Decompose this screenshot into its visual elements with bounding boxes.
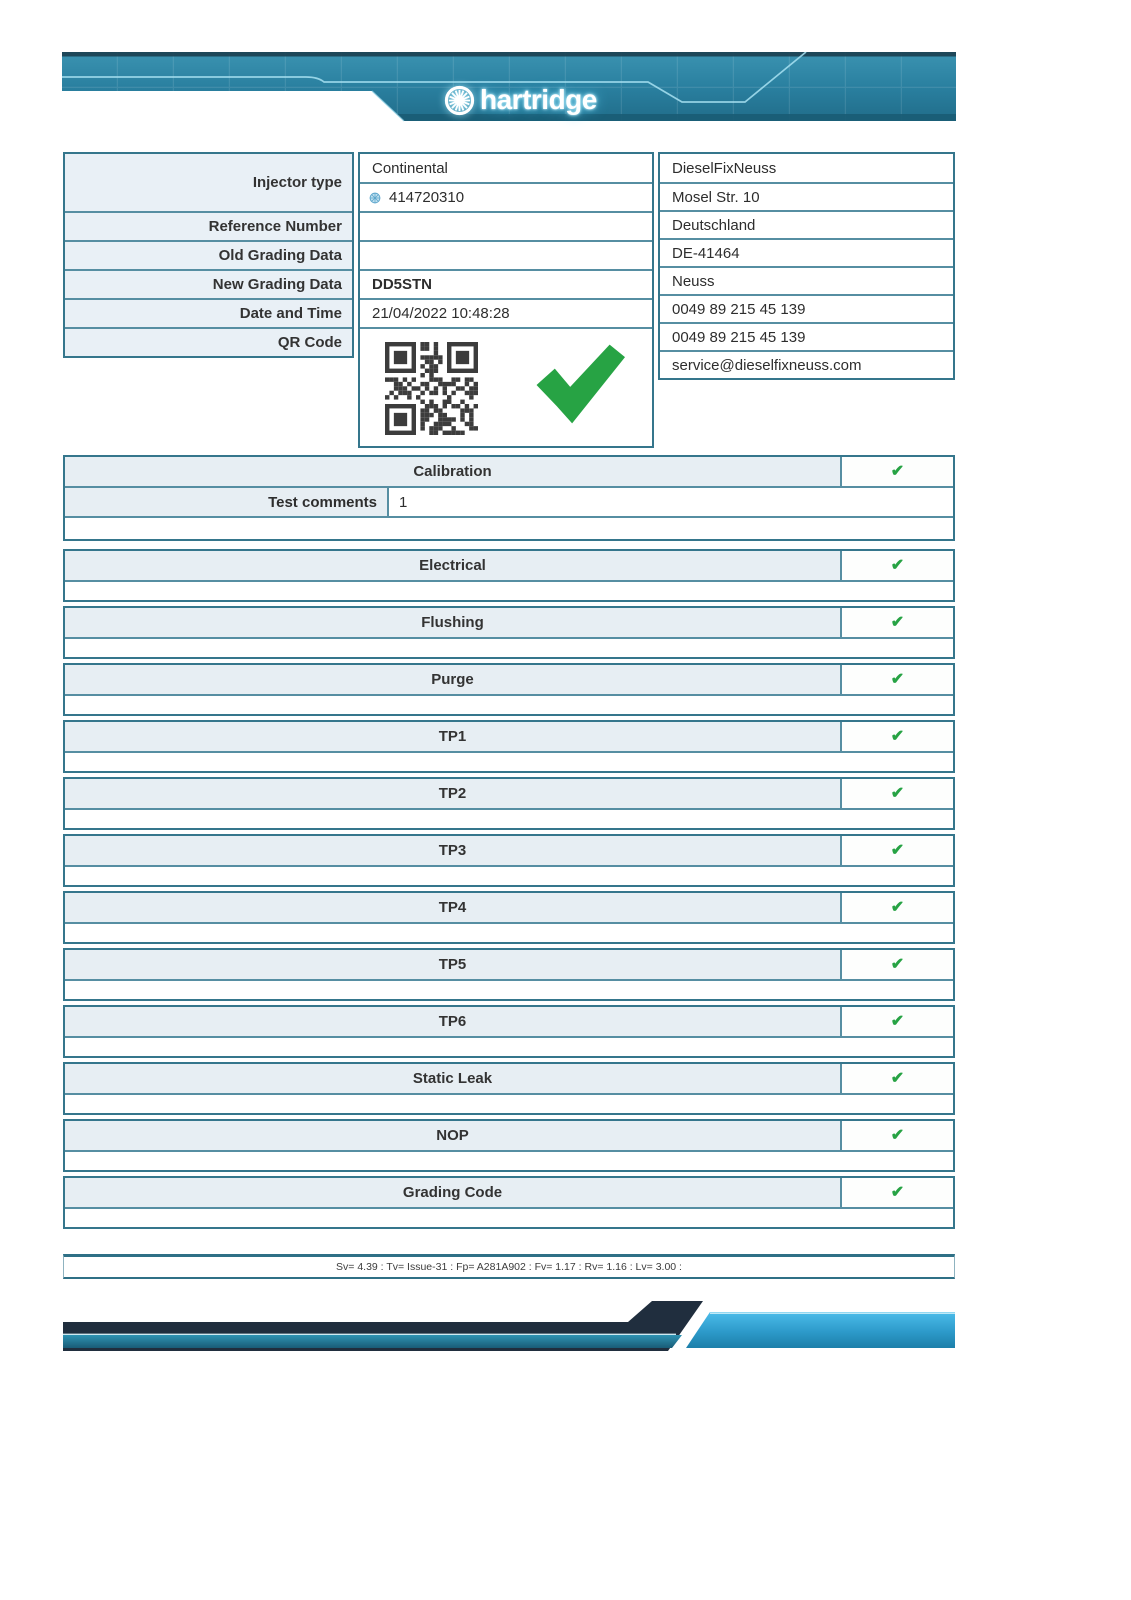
test-section-status-cell: [840, 722, 953, 751]
contact-row: [660, 182, 953, 210]
test-section-block: [63, 948, 955, 1001]
test-section-title: Purge: [65, 665, 840, 694]
spacer-row: [65, 516, 953, 539]
datetime-value: 21/04/2022 10:48:28: [360, 298, 652, 327]
contact-row: [660, 322, 953, 350]
spacer-row: [65, 979, 953, 999]
version-footer-bar: [63, 1254, 955, 1279]
spacer-row: [65, 1207, 953, 1227]
contact-row: [660, 294, 953, 322]
test-section-header: [65, 722, 953, 751]
test-section-header: [65, 1121, 953, 1150]
spacer-row: [65, 808, 953, 828]
spacer-row: [65, 694, 953, 714]
test-section-title: TP1: [65, 722, 840, 751]
test-results: [63, 455, 955, 1233]
test-section-title: TP4: [65, 893, 840, 922]
injector-serial-value: 414720310: [389, 189, 465, 206]
test-section-status-cell: [840, 779, 953, 808]
contact-row: [660, 238, 953, 266]
check-icon: ✔: [890, 784, 905, 802]
check-icon: ✔: [890, 1126, 905, 1144]
bottom-blue-bar: [686, 1312, 955, 1348]
test-section-header: [65, 665, 953, 694]
contact-text: service@dieselfixneuss.com: [672, 356, 862, 374]
test-section-status-cell: [840, 551, 953, 580]
bottom-teal-strip: [63, 1335, 682, 1348]
calibration-header: [65, 457, 953, 486]
check-icon: ✔: [890, 670, 905, 688]
test-section-header: [65, 551, 953, 580]
test-section-title: Static Leak: [65, 1064, 840, 1093]
qr-code-image: [385, 342, 478, 435]
spacer-row: [65, 1150, 953, 1170]
spacer-row: [65, 922, 953, 942]
spacer-row: [65, 751, 953, 771]
reference-number-value: [360, 211, 652, 240]
new-grading-data-label: New Grading Data: [65, 269, 352, 298]
qr-code-label: QR Code: [65, 327, 352, 356]
check-icon: ✔: [890, 462, 905, 480]
date-and-time-label: Date and Time: [65, 298, 352, 327]
check-icon: ✔: [890, 613, 905, 631]
contact-text: Deutschland: [672, 216, 756, 234]
contact-row: [660, 210, 953, 238]
test-section-block: [63, 663, 955, 716]
test-section-status-cell: [840, 836, 953, 865]
test-section-title: Electrical: [65, 551, 840, 580]
test-section-block: [63, 891, 955, 944]
test-section-status-cell: [840, 665, 953, 694]
injector-serial-row: [360, 182, 652, 211]
test-comments-value: 1: [387, 488, 953, 516]
test-section-title: Grading Code: [65, 1178, 840, 1207]
injector-type-label: Injector type: [65, 154, 352, 211]
test-comments-label: Test comments: [65, 488, 387, 516]
contact-text: Neuss: [672, 272, 715, 290]
test-section-status-cell: [840, 1178, 953, 1207]
check-icon: ✔: [890, 1069, 905, 1087]
bottom-banner: [62, 1298, 956, 1356]
test-section-block: [63, 1062, 955, 1115]
check-icon: ✔: [890, 1183, 905, 1201]
test-section-block: [63, 777, 955, 830]
test-section-block: [63, 606, 955, 659]
calibration-block: [63, 455, 955, 541]
test-section-title: Flushing: [65, 608, 840, 637]
contact-text: DieselFixNeuss: [672, 159, 777, 177]
test-section-title: TP5: [65, 950, 840, 979]
spacer-row: [65, 1036, 953, 1056]
check-icon: ✔: [890, 955, 905, 973]
test-comments-row: [65, 486, 953, 516]
test-section-header: [65, 893, 953, 922]
old-grading-data-label: Old Grading Data: [65, 240, 352, 269]
test-section-header: [65, 1007, 953, 1036]
contact-column: [658, 152, 955, 380]
test-section-header: [65, 1178, 953, 1207]
pass-check-icon: [525, 344, 625, 424]
spacer-row: [65, 637, 953, 657]
test-section-block: [63, 834, 955, 887]
test-section-block: [63, 1176, 955, 1229]
contact-text: 0049 89 215 45 139: [672, 328, 806, 346]
brand-name: hartridge: [480, 84, 597, 115]
version-line: Sv= 4.39 : Tv= Issue-31 : Fp= A281A902 : Fv= 1.17 : Rv= 1.16 : Lv= 3.00 :: [336, 1261, 682, 1273]
reference-number-label: Reference Number: [65, 211, 352, 240]
test-section-block: [63, 1119, 955, 1172]
spacer-row: [65, 580, 953, 600]
wheel-icon-blue: [369, 192, 381, 204]
test-section-status-cell: [840, 950, 953, 979]
test-section-header: [65, 1064, 953, 1093]
test-section-header: [65, 608, 953, 637]
test-section-status-cell: [840, 1121, 953, 1150]
contact-text: DE-41464: [672, 244, 740, 262]
test-section-title: NOP: [65, 1121, 840, 1150]
check-icon: ✔: [890, 898, 905, 916]
contact-row: [660, 154, 953, 182]
spacer-row: [65, 1093, 953, 1113]
test-section-block: [63, 549, 955, 602]
calibration-title: Calibration: [65, 457, 840, 486]
contact-text: 0049 89 215 45 139: [672, 300, 806, 318]
test-section-status-cell: [840, 1007, 953, 1036]
contact-row: [660, 266, 953, 294]
old-grading-value: [360, 240, 652, 269]
contact-row: [660, 350, 953, 378]
test-section-header: [65, 950, 953, 979]
new-grading-value: DD5STN: [360, 269, 652, 298]
contact-text: Mosel Str. 10: [672, 188, 760, 206]
injector-make-value: Continental: [360, 154, 652, 182]
hartridge-wheel-icon: [444, 85, 475, 116]
info-label-column: [63, 152, 354, 358]
test-section-block: [63, 1005, 955, 1058]
check-icon: ✔: [890, 727, 905, 745]
test-section-title: TP6: [65, 1007, 840, 1036]
spacer-row: [65, 865, 953, 885]
test-section-title: TP3: [65, 836, 840, 865]
test-section-header: [65, 779, 953, 808]
brand-logo: [444, 84, 597, 116]
test-section-block: [63, 720, 955, 773]
qr-code-cell: [360, 327, 652, 446]
check-icon: ✔: [890, 556, 905, 574]
check-icon: ✔: [890, 841, 905, 859]
test-section-status-cell: [840, 893, 953, 922]
test-section-header: [65, 836, 953, 865]
info-value-column: [358, 152, 654, 448]
test-section-title: TP2: [65, 779, 840, 808]
check-icon: ✔: [890, 1012, 905, 1030]
test-section-status-cell: [840, 608, 953, 637]
test-section-status-cell: [840, 1064, 953, 1093]
calibration-status-cell: [840, 457, 953, 486]
